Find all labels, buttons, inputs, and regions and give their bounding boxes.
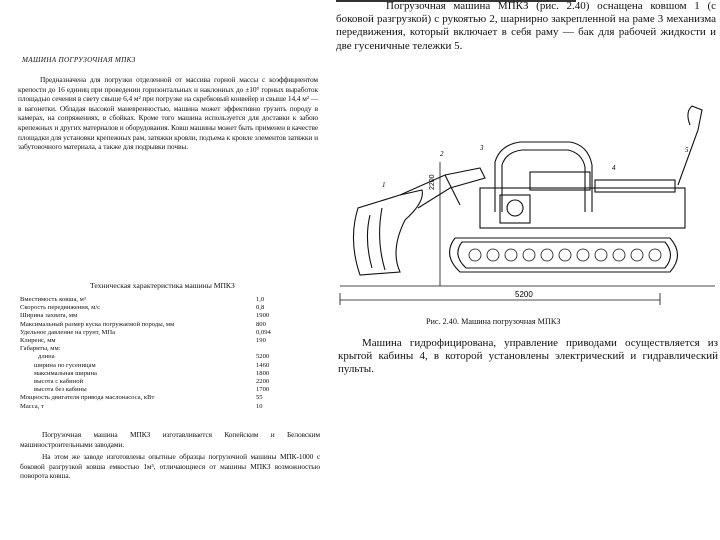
track-wheel xyxy=(487,249,499,261)
top-right-text: Погрузочная машина МПКЗ (рис. 2.40) оснащена ковшом 1 (с боковой разгрузкой) с рукоятью 2, шарнирно закрепленной на раме 3 механизма передвижения, который включает в себя раму — бак для рабочей жидкости и две гусеничные тележки 5. xyxy=(336,0,716,52)
spec-row xyxy=(20,321,271,329)
spec-label: Габариты, мм: xyxy=(20,345,61,353)
top-right-paragraph xyxy=(336,0,716,53)
spec-row xyxy=(20,403,271,411)
callout-3: 3 xyxy=(480,144,484,152)
track-wheel xyxy=(613,249,625,261)
spec-value: 0,094 xyxy=(256,328,271,336)
spec-value: 1700 xyxy=(256,386,270,394)
spec-row xyxy=(20,329,271,337)
spec-value: 1900 xyxy=(256,312,270,320)
operator-pole xyxy=(678,106,702,185)
track-wheel xyxy=(649,249,661,261)
bucket xyxy=(353,190,422,275)
spec-row xyxy=(20,337,271,345)
spec-label: Вместимость ковша, м³ xyxy=(20,296,86,303)
spec-row xyxy=(20,370,271,378)
spec-row xyxy=(20,386,271,394)
spec-label: ширина по гусеницам xyxy=(34,361,96,369)
spec-row xyxy=(20,353,271,361)
track-wheel xyxy=(577,249,589,261)
spec-row xyxy=(20,312,271,320)
spec-value: 1460 xyxy=(256,361,270,369)
hydraulics-text: Машина гидрофицирована, управление приводами осуществляется из крытой кабины 4, в которой установлены электрический и гидравлический пульты. xyxy=(338,337,718,376)
spec-value: 2200 xyxy=(256,378,270,386)
spec-value: 10 xyxy=(256,402,263,410)
track-wheel xyxy=(631,249,643,261)
spec-value: 1800 xyxy=(256,369,270,377)
spec-title: Техническая характеристика машины МПКЗ xyxy=(90,281,235,290)
spec-value xyxy=(256,345,271,353)
prototype-paragraph: На этом же заводе изготовлены опытные образцы погрузочной машины МПК-1000 с боковой разгрузкой ковша емкостью 1м³, отличающиеся от машины МПКЗ возможностью поворота ковша. xyxy=(20,452,320,481)
bucket-arm xyxy=(400,168,485,208)
spec-label: максимальная ширина xyxy=(34,369,97,377)
spec-label: Максимальный размер куска погружаемой породы, мм xyxy=(20,320,175,328)
spec-label: высота с кабиной xyxy=(34,378,84,386)
dim-height: 2200 xyxy=(429,174,436,190)
callout-5: 5 xyxy=(685,146,689,154)
spec-label: Клиренс, мм xyxy=(20,337,56,345)
figure-caption: Рис. 2.40. Машина погрузочная МПКЗ xyxy=(426,317,561,326)
intro-paragraph: Предназначена для погрузки отделенной от массива горной массы с коэффициентом крепости до 16 единиц при проведении горизонтальных и наклонных до ±10° горных выработок площадью сечения в свету свыше 6,4 м² при погрузке на скребковый конвейер и свыше 14,4 м² — в вагонетки. Обладая высокой маневренностью, машина может эффективно грузить породу в камерах, на сопряжениях, в сбойках. Кроме того машина используется для доставки к забою крепежных и других материалов и оборудования. Ковш машины может быть применен в качестве площадки для установки крепежных рам, затяжки кровли, подъема к кровле элементов затяжки и забутовочного материала, а также для подрывки почвы. xyxy=(18,75,318,152)
track-wheel xyxy=(505,249,517,261)
spec-value: 0,8 xyxy=(256,304,265,312)
spec-label: длина xyxy=(38,353,55,361)
spec-value: 190 xyxy=(256,337,266,345)
machine-body xyxy=(480,188,685,228)
spec-table xyxy=(20,296,271,411)
manufacturer-paragraph: Погрузочная машина МПКЗ изготавливается Копейским и Беловским машиностроительными заводами. xyxy=(20,430,320,449)
spec-row xyxy=(20,394,271,402)
spec-label: Масса, т xyxy=(20,402,44,410)
spec-value: 1,0 xyxy=(256,296,265,303)
spec-row xyxy=(20,304,271,312)
spec-label: высота без кабины xyxy=(34,386,87,394)
spec-label: Мощность двигателя привода маслонасоса, кВт xyxy=(20,394,155,402)
dim-length: 5200 xyxy=(515,290,533,299)
spec-row xyxy=(20,378,271,386)
spec-value: 5200 xyxy=(256,353,270,361)
spec-row xyxy=(20,345,271,353)
track-wheel xyxy=(541,249,553,261)
track-wheels xyxy=(469,249,661,261)
track-wheel xyxy=(595,249,607,261)
spec-label: Ширина захвата, мм xyxy=(20,312,78,320)
spec-row xyxy=(20,296,271,304)
callout-4: 4 xyxy=(612,164,616,172)
spec-value: 800 xyxy=(256,320,266,328)
spec-row xyxy=(20,362,271,370)
spec-label: Скорость передвижения, м/с xyxy=(20,304,101,312)
callout-1: 1 xyxy=(382,181,386,189)
spec-value: 55 xyxy=(256,394,263,402)
track-wheel xyxy=(523,249,535,261)
loader-drawing xyxy=(330,90,720,315)
section-heading: МАШИНА ПОГРУЗОЧНАЯ МПКЗ xyxy=(22,56,136,64)
spec-label: Удельное давление на грунт, МПа xyxy=(20,328,116,336)
hydraulics-paragraph xyxy=(338,337,718,377)
spec-table-body xyxy=(20,296,271,411)
callout-2: 2 xyxy=(440,150,444,158)
track-wheel xyxy=(469,249,481,261)
track-wheel xyxy=(559,249,571,261)
